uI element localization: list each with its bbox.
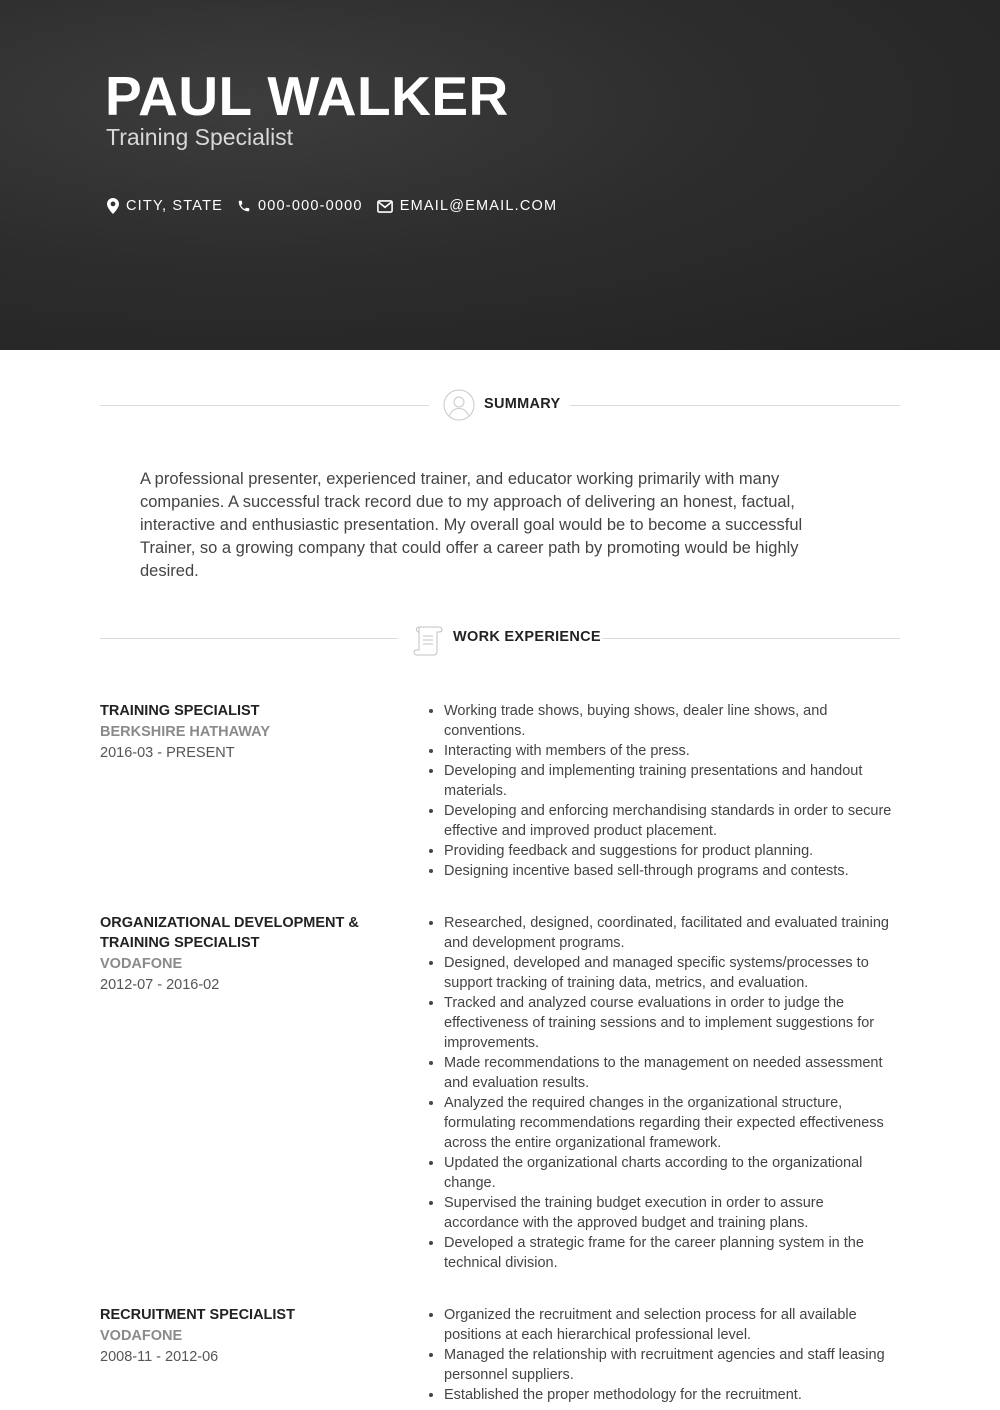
contact-location bbox=[107, 198, 223, 214]
map-pin-icon bbox=[107, 198, 119, 214]
job-bullets bbox=[426, 1305, 900, 1405]
job-title: RECRUITMENT SPECIALIST bbox=[100, 1307, 295, 1323]
location-text: CITY, STATE bbox=[126, 198, 223, 214]
job-title: TRAINING SPECIALIST bbox=[100, 703, 260, 719]
phone-icon bbox=[237, 199, 251, 213]
job-bullet: • Organized the recruitment and selection process for all available positions at each hierarchical professional level. bbox=[444, 1305, 900, 1345]
resume-header bbox=[0, 0, 1000, 350]
job-bullet: • Managed the relationship with recruitment agencies and staff leasing personnel suppliers. bbox=[444, 1345, 900, 1385]
phone-text: 000-000-0000 bbox=[258, 198, 363, 214]
job-bullet: • Developing and enforcing merchandising standards in order to secure effective and improved product placement. bbox=[444, 801, 900, 841]
job-company: VODAFONE bbox=[100, 956, 183, 972]
contact-email[interactable] bbox=[377, 198, 558, 214]
job-bullet: • Developed a strategic frame for the career planning system in the technical division. bbox=[444, 1233, 900, 1273]
job-bullets bbox=[426, 913, 900, 1273]
job-bullet: • Researched, designed, coordinated, facilitated and evaluated training and development programs. bbox=[444, 913, 900, 953]
user-icon bbox=[443, 389, 475, 421]
job-bullet: • Supervised the training budget execution in order to assure accordance with the approved budget and training plans. bbox=[444, 1193, 900, 1233]
email-text[interactable]: EMAIL@EMAIL.COM bbox=[399, 198, 558, 214]
experience-heading: WORK EXPERIENCE bbox=[453, 629, 601, 645]
job-company: VODAFONE bbox=[100, 1328, 183, 1344]
job-bullet: • Designed, developed and managed specific systems/processes to support tracking of training data, metrics, and evaluation. bbox=[444, 953, 900, 993]
job-meta bbox=[100, 913, 390, 996]
job-bullet: • Established the proper methodology for the recruitment. bbox=[444, 1385, 900, 1405]
job-bullet: • Providing feedback and suggestions for product planning. bbox=[444, 841, 900, 861]
divider-line bbox=[602, 638, 900, 639]
job-bullet: • Working trade shows, buying shows, dealer line shows, and conventions. bbox=[444, 701, 900, 741]
job-bullets bbox=[426, 701, 900, 881]
job-meta bbox=[100, 1305, 390, 1368]
divider-line bbox=[100, 405, 429, 406]
envelope-icon bbox=[377, 200, 393, 213]
job-dates: 2012-07 - 2016-02 bbox=[100, 977, 220, 993]
job-bullet: • Developing and implementing training presentations and handout materials. bbox=[444, 761, 900, 801]
job-bullet: • Tracked and analyzed course evaluations in order to judge the effectiveness of training sessions and to implement suggestions for improvements. bbox=[444, 993, 900, 1053]
job-bullet: • Analyzed the required changes in the organizational structure, formulating recommendations regarding their expected effectiveness across the entire organizational framework. bbox=[444, 1093, 900, 1153]
summary-section-header bbox=[100, 389, 900, 423]
job-bullet: • Updated the organizational charts according to the organizational change. bbox=[444, 1153, 900, 1193]
job-bullet: • Made recommendations to the management on needed assessment and evaluation results. bbox=[444, 1053, 900, 1093]
contact-row bbox=[107, 196, 571, 216]
candidate-role: Training Specialist bbox=[106, 124, 294, 150]
job-dates: 2016-03 - PRESENT bbox=[100, 745, 235, 761]
contact-phone bbox=[237, 198, 363, 214]
candidate-name: PAUL WALKER bbox=[105, 65, 509, 127]
summary-text: A professional presenter, experienced trainer, and educator working primarily with many companies. A successful track record due to my approach of delivering an honest, factual, interactive and enthusiastic presentation. My overall goal would be to become a successful Trainer, so a growing company that could offer a career path by promoting would be highly desired. bbox=[140, 470, 803, 580]
job-bullet: • Designing incentive based sell-through programs and contests. bbox=[444, 861, 900, 881]
scroll-icon bbox=[411, 623, 445, 656]
divider-line bbox=[570, 405, 900, 406]
job-meta bbox=[100, 701, 390, 764]
summary-heading: SUMMARY bbox=[484, 396, 561, 412]
job-bullet: • Interacting with members of the press. bbox=[444, 741, 900, 761]
job-title: ORGANIZATIONAL DEVELOPMENT & TRAINING SPECIALIST bbox=[100, 915, 359, 951]
job-company: BERKSHIRE HATHAWAY bbox=[100, 724, 270, 740]
divider-line bbox=[100, 638, 398, 639]
job-dates: 2008-11 - 2012-06 bbox=[100, 1349, 219, 1365]
experience-section-header bbox=[100, 622, 900, 656]
